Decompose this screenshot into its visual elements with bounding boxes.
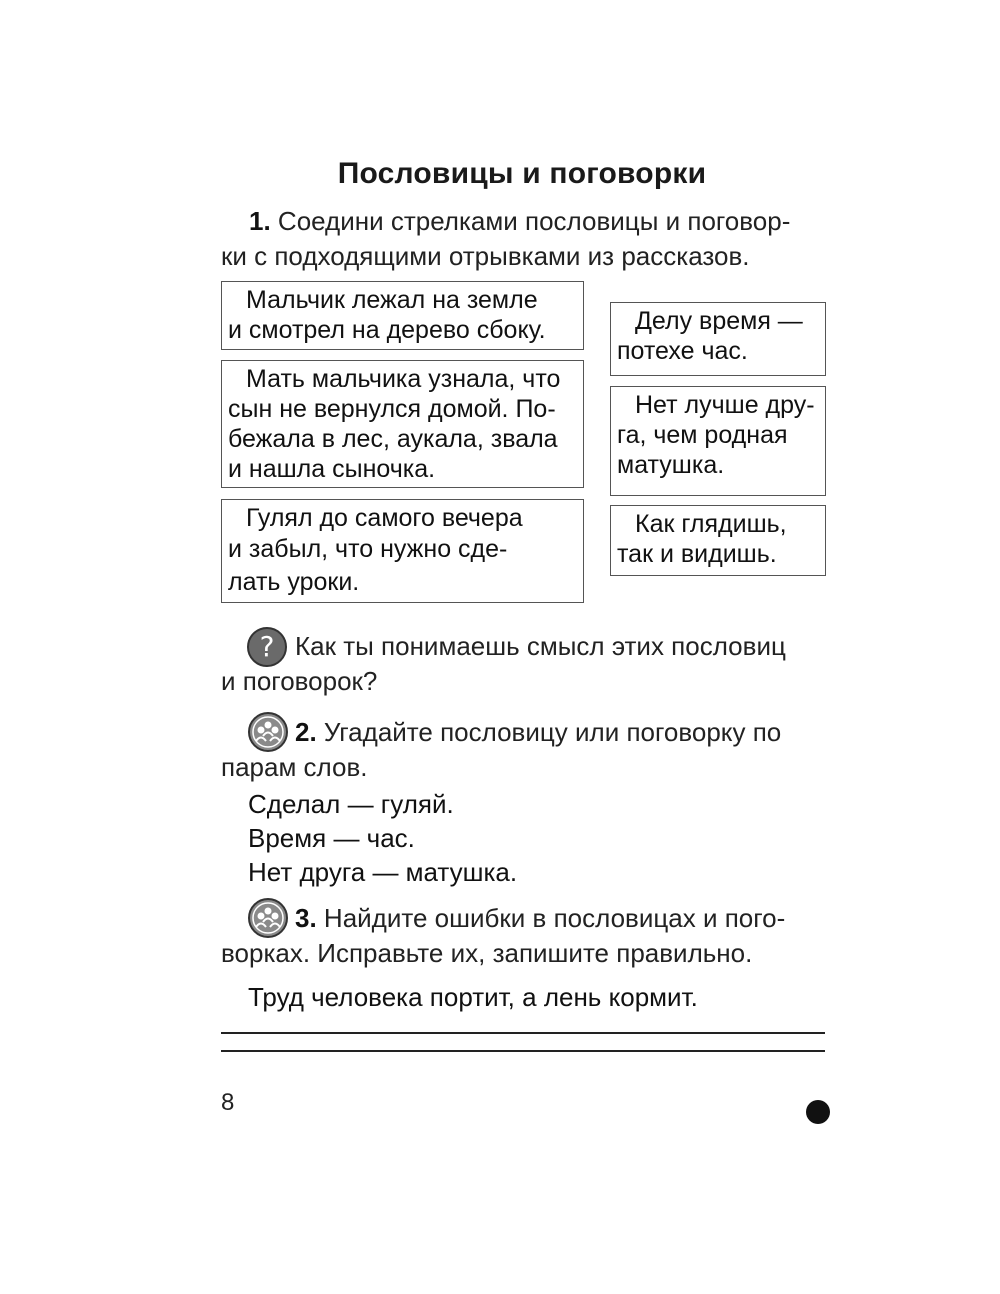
passage-box-2[interactable] (221, 360, 584, 488)
task2-examples (248, 787, 517, 889)
page-number: 8 (221, 1089, 235, 1116)
task3-instruction (221, 901, 827, 971)
task2-line1: Угадайте пословицу или поговорку по (323, 717, 782, 747)
proverb-1-rest: потехе час. (617, 337, 748, 365)
task2-example-3: Нет друга — матушка. (248, 857, 518, 887)
passage-3-line1: Гулял до самого вечера (246, 504, 523, 532)
question-block (221, 629, 827, 699)
task3-number: 3. (295, 903, 317, 933)
passage-box-1[interactable] (221, 281, 584, 350)
proverb-3-line1: Как глядишь, (635, 510, 787, 538)
task2-number: 2. (295, 717, 317, 747)
proverb-3-rest: так и видишь. (617, 540, 777, 568)
proverb-box-1[interactable] (610, 302, 826, 376)
task3-example: Труд человека портит, а лень кормит. (248, 982, 698, 1012)
task2-instruction (221, 715, 827, 785)
answer-line-2[interactable] (221, 1050, 825, 1052)
proverb-box-3[interactable] (610, 505, 826, 576)
question-line2: и поговорок? (221, 666, 378, 696)
proverb-2-rest: га, чем родная матушка. (617, 421, 788, 479)
question-line1: Как ты понимаешь смысл этих пословиц (295, 631, 786, 661)
task2-example-1: Сделал — гуляй. (248, 789, 454, 819)
passage-3-rest: и забыл, что нужно сде- лать уроки. (228, 535, 508, 596)
task1-text-line1: Соедини стрелками пословицы и поговор- (277, 206, 791, 236)
page-title: Пословицы и поговорки (337, 157, 707, 190)
passage-box-3[interactable] (221, 499, 584, 603)
page-marker-dot (806, 1100, 830, 1124)
proverb-2-line1: Нет лучше дру- (635, 391, 815, 419)
question-mark-icon: ? (247, 627, 287, 667)
proverb-box-2[interactable] (610, 386, 826, 496)
passage-2-line1: Мать мальчика узнала, что (246, 365, 561, 393)
task2-example-2: Время — час. (248, 823, 415, 853)
answer-line-1[interactable] (221, 1032, 825, 1034)
proverb-1-line1: Делу время — (635, 307, 803, 335)
task3-line1: Найдите ошибки в пословицах и пого- (323, 903, 786, 933)
task3-line2: ворках. Исправьте их, запишите правильно. (221, 938, 753, 968)
passage-2-rest: сын не вернулся домой. По- бежала в лес, аукала, звала и нашла сыночка. (228, 395, 558, 483)
passage-1-line1: Мальчик лежал на земле (246, 286, 538, 314)
passage-1-rest: и смотрел на дерево сбоку. (228, 316, 546, 344)
task1-text-line2: ки с подходящими отрывками из рассказов. (221, 241, 750, 271)
task2-line2: парам слов. (221, 752, 368, 782)
task1-instruction (221, 204, 827, 274)
task1-number: 1. (249, 206, 271, 236)
